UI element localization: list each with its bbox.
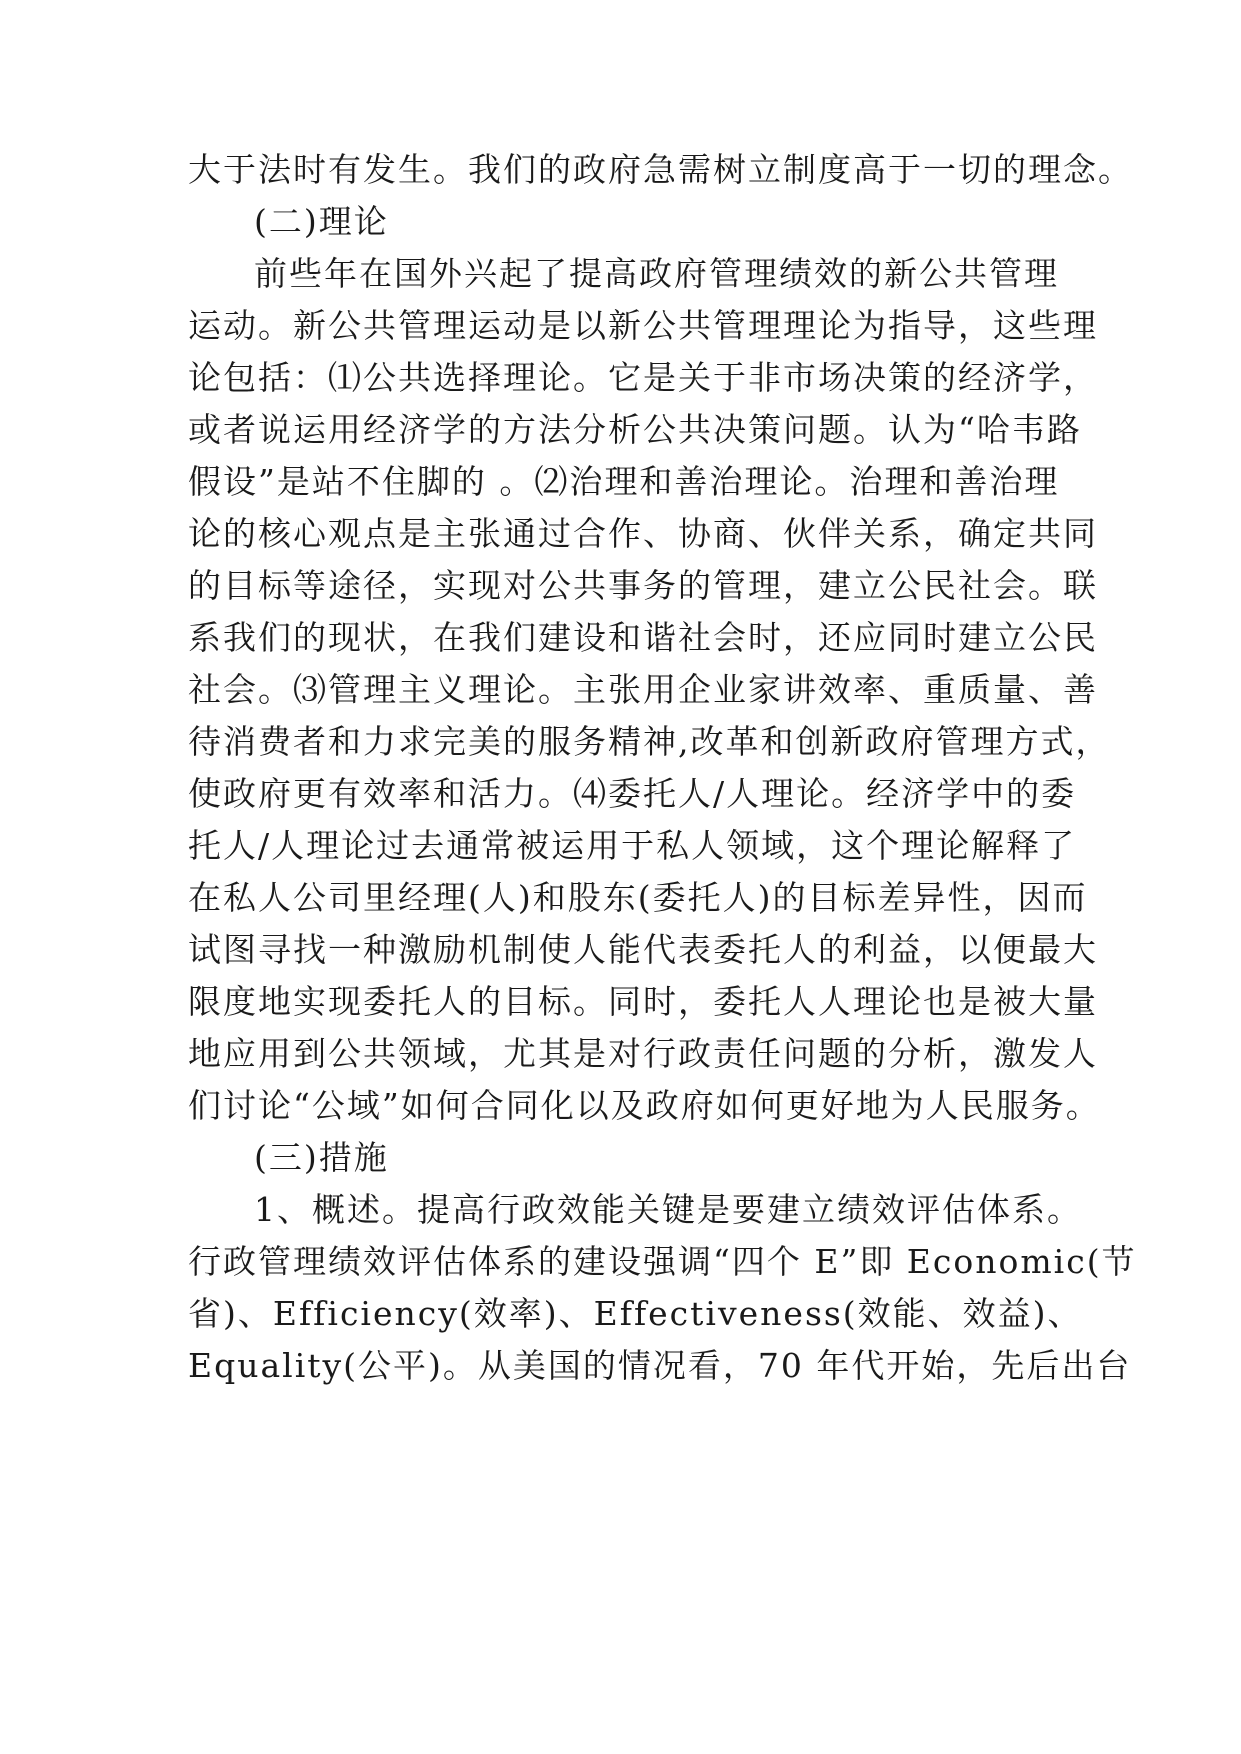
text-line-4: 运动。新公共管理运动是以新公共管理理论为指导，这些理 xyxy=(188,306,1098,345)
text-line-12: 待消费者和力求完美的服务精神,改革和创新政府管理方式， xyxy=(188,722,1111,761)
text-line-23: 省)、Efficiency(效率)、Effectiveness(效能、效益)、 xyxy=(188,1294,1083,1333)
text-line-19: 们讨论“公域”如何合同化以及政府如何更好地为人民服务。 xyxy=(188,1086,1101,1125)
section-heading-theory: (二)理论 xyxy=(254,202,389,241)
text-line-16: 试图寻找一种激励机制使人能代表委托人的利益，以便最大 xyxy=(188,930,1098,969)
text-line-6: 或者说运用经济学的方法分析公共决策问题。认为“哈韦路 xyxy=(188,410,1082,449)
text-line-5: 论包括：⑴公共选择理论。它是关于非市场决策的经济学， xyxy=(188,358,1098,397)
text-line-22: 行政管理绩效评估体系的建设强调“四个 E”即 Economic(节 xyxy=(188,1242,1137,1281)
text-line-8: 论的核心观点是主张通过合作、协商、伙伴关系，确定共同 xyxy=(188,514,1098,553)
text-line-9: 的目标等途径，实现对公共事务的管理，建立公民社会。联 xyxy=(188,566,1098,605)
text-line-17: 限度地实现委托人的目标。同时，委托人人理论也是被大量 xyxy=(188,982,1098,1021)
text-line-14: 托人/人理论过去通常被运用于私人领域，这个理论解释了 xyxy=(188,826,1077,865)
text-line-1: 大于法时有发生。我们的政府急需树立制度高于一切的理念。 xyxy=(188,150,1133,189)
text-line-7: 假设”是站不住脚的 。⑵治理和善治理论。治理和善治理 xyxy=(188,462,1060,501)
text-line-13: 使政府更有效率和活力。⑷委托人/人理论。经济学中的委 xyxy=(188,774,1077,813)
text-line-10: 系我们的现状，在我们建设和谐社会时，还应同时建立公民 xyxy=(188,618,1098,657)
text-line-15: 在私人公司里经理(人)和股东(委托人)的目标差异性，因而 xyxy=(188,878,1088,917)
text-line-3: 前些年在国外兴起了提高政府管理绩效的新公共管理 xyxy=(254,254,1059,293)
section-heading-measures: (三)措施 xyxy=(254,1138,389,1177)
text-line-24: Equality(公平)。从美国的情况看，70 年代开始，先后出台 xyxy=(188,1346,1132,1385)
text-line-21: 1、概述。提高行政效能关键是要建立绩效评估体系。 xyxy=(254,1190,1082,1229)
text-line-11: 社会。⑶管理主义理论。主张用企业家讲效率、重质量、善 xyxy=(188,670,1098,709)
text-line-18: 地应用到公共领域，尤其是对行政责任问题的分析，激发人 xyxy=(188,1034,1098,1073)
